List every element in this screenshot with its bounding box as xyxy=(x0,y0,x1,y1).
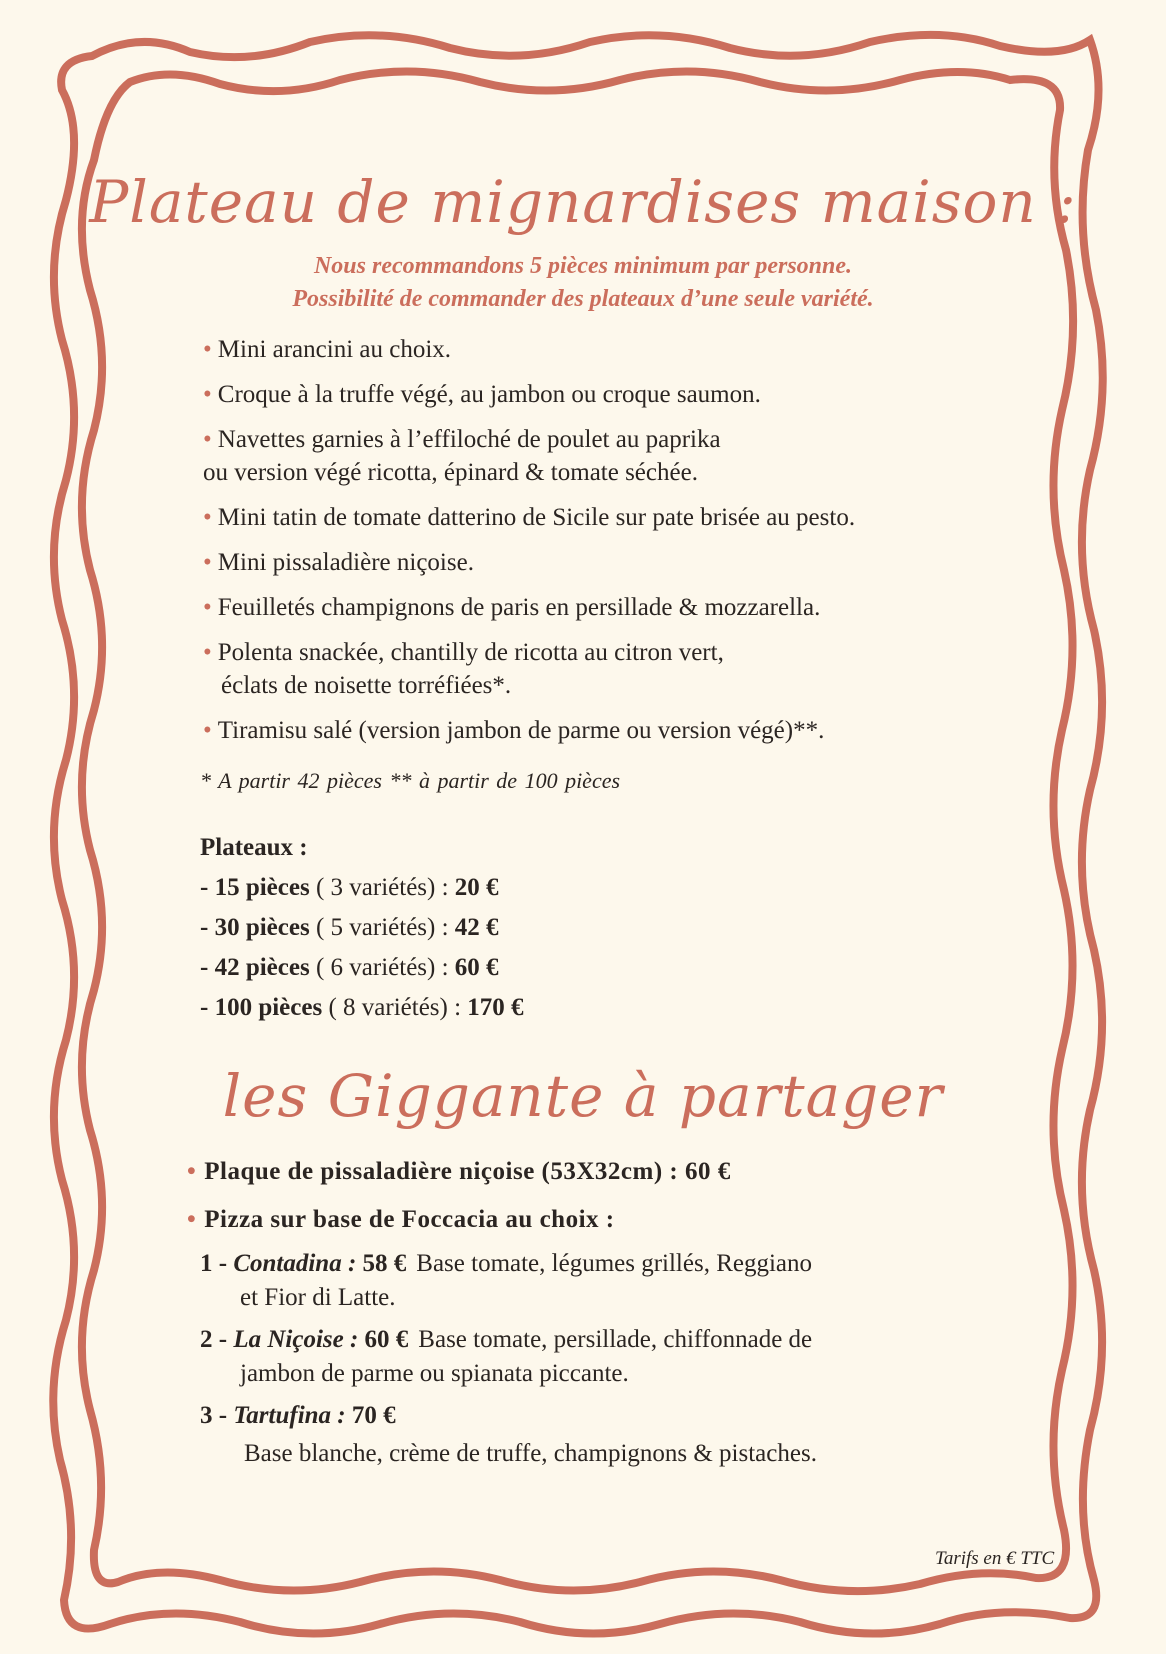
subtitle-line-1: Nous recommandons 5 pièces minimum par personne. xyxy=(313,253,853,279)
list-item xyxy=(203,423,1053,489)
item-text-continued: éclats de noisette torréfiées*. xyxy=(221,672,512,699)
plateau-qty: - 100 pièces xyxy=(200,994,323,1021)
bullet-icon: • xyxy=(203,381,212,408)
list-item xyxy=(203,333,1053,366)
giggante-list xyxy=(187,1155,1087,1251)
item-text: Navettes garnies à l’effiloché de poulet au paprika xyxy=(217,426,721,453)
pizza-name: Contadina : xyxy=(233,1250,357,1277)
item-text: Mini arancini au choix. xyxy=(217,336,452,363)
plateau-qty: - 30 pièces xyxy=(200,914,310,941)
list-item xyxy=(203,378,1053,411)
mignardises-list xyxy=(203,333,1053,759)
pizza-name: La Niçoise : xyxy=(233,1326,359,1353)
tarifs-note: Tarifs en € TTC xyxy=(935,1548,1055,1569)
list-item xyxy=(203,501,1053,534)
pizza-description: Base tomate, persillade, chiffonnade de xyxy=(418,1326,813,1353)
plateau-qty: - 42 pièces xyxy=(200,954,310,981)
pizza-list xyxy=(200,1247,1100,1479)
item-text: Feuilletés champignons de paris en persillade & mozzarella. xyxy=(217,594,821,621)
plateau-varietes: ( 6 variétés) : xyxy=(309,954,455,981)
bullet-icon: • xyxy=(203,594,212,621)
list-item xyxy=(203,546,1053,579)
plateau-row xyxy=(200,948,524,988)
giggante-title: les Giggante à partager xyxy=(222,1062,944,1130)
plateau-varietes: ( 8 variétés) : xyxy=(322,994,468,1021)
plateau-price: 170 € xyxy=(467,994,524,1021)
item-text: Mini tatin de tomate datterino de Sicile sur pate brisée au pesto. xyxy=(217,504,856,531)
item-text: Croque à la truffe végé, au jambon ou croque saumon. xyxy=(217,381,761,408)
list-item xyxy=(187,1155,1087,1189)
plateau-price: 42 € xyxy=(454,914,499,941)
item-text-continued: ou version végé ricotta, épinard & tomate séchée. xyxy=(203,459,698,486)
pizza-description: Base tomate, légumes grillés, Reggiano xyxy=(416,1250,813,1277)
bullet-icon: • xyxy=(203,504,212,531)
plateaux-title: Plateaux : xyxy=(200,834,308,861)
plateau-qty: - 15 pièces xyxy=(200,874,310,901)
plateau-row xyxy=(200,868,524,908)
pizza-name: Tartufina : xyxy=(233,1402,346,1429)
pizza-item xyxy=(200,1247,1100,1315)
pizza-description: Base blanche, crème de truffe, champignons & pistaches. xyxy=(244,1440,817,1467)
plateau-price: 20 € xyxy=(454,874,499,901)
pizza-price: 58 € xyxy=(356,1250,407,1277)
list-item xyxy=(203,636,1053,702)
list-item xyxy=(203,591,1053,624)
plateau-row xyxy=(200,908,524,948)
bullet-icon: • xyxy=(203,639,212,666)
bullet-icon: • xyxy=(203,336,212,363)
item-text: Polenta snackée, chantilly de ricotta au citron vert, xyxy=(217,639,724,666)
pizza-price: 70 € xyxy=(345,1402,396,1429)
subtitle-line-2: Possibilité de commander des plateaux d’une seule variété. xyxy=(292,286,874,312)
item-text: Plaque de pissaladière niçoise (53X32cm) : 60 € xyxy=(204,1158,731,1185)
pizza-number: 1 - xyxy=(200,1250,234,1277)
bullet-icon: • xyxy=(203,717,212,744)
mignardises-subtitle xyxy=(0,250,1166,316)
item-text: Tiramisu salé (version jambon de parme ou version végé)**. xyxy=(217,717,825,744)
plateaux-pricing xyxy=(200,828,524,1028)
bullet-icon: • xyxy=(203,549,212,576)
pizza-item xyxy=(200,1323,1100,1391)
item-text: Mini pissaladière niçoise. xyxy=(217,549,474,576)
pizza-description-continued: et Fior di Latte. xyxy=(240,1284,396,1311)
plateau-varietes: ( 3 variétés) : xyxy=(309,874,455,901)
footnote: * A partir 42 pièces ** à partir de 100 pièces xyxy=(200,768,621,793)
plateau-varietes: ( 5 variétés) : xyxy=(309,914,455,941)
pizza-number: 2 - xyxy=(200,1326,234,1353)
plateau-row xyxy=(200,988,524,1028)
bullet-icon: • xyxy=(187,1206,197,1233)
pizza-item xyxy=(200,1399,1100,1471)
pizza-description-continued: jambon de parme ou spianata piccante. xyxy=(240,1360,629,1387)
list-item xyxy=(203,714,1053,747)
pizza-price: 60 € xyxy=(358,1326,409,1353)
bullet-icon: • xyxy=(187,1158,197,1185)
pizza-number: 3 - xyxy=(200,1402,234,1429)
item-text: Pizza sur base de Foccacia au choix : xyxy=(204,1206,615,1233)
bullet-icon: • xyxy=(203,426,212,453)
plateau-price: 60 € xyxy=(454,954,499,981)
mignardises-title: Plateau de mignardises maison : xyxy=(89,168,1077,236)
list-item xyxy=(187,1203,1087,1237)
